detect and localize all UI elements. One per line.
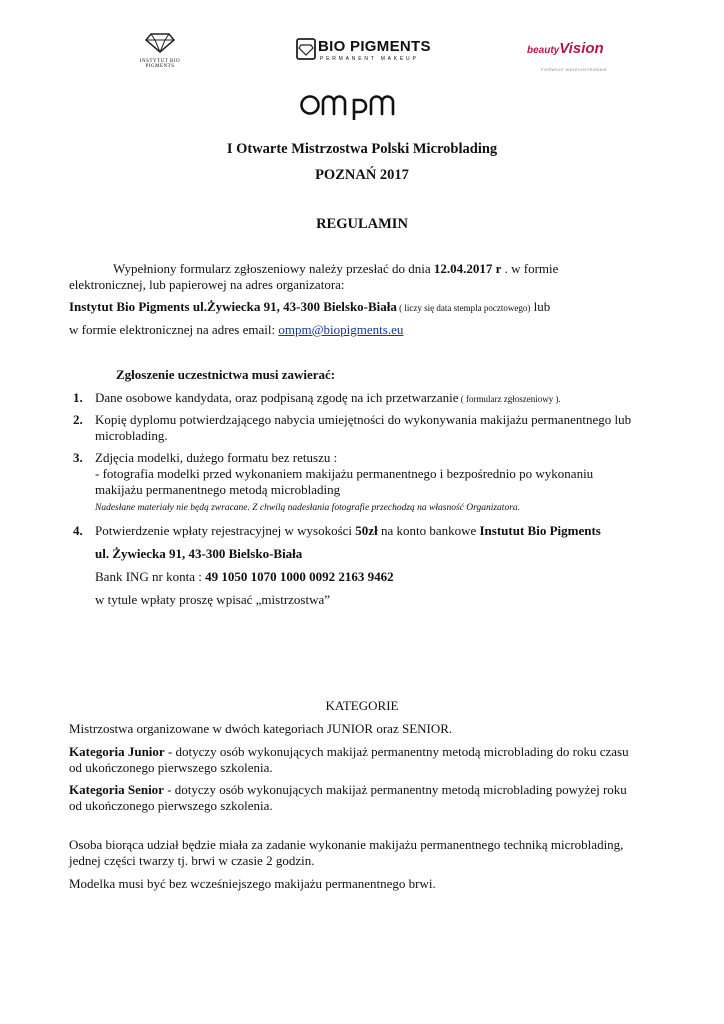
item-2-line-2: microblading. [95,428,168,443]
page-title: I Otwarte Mistrzostwa Polski Microblading [226,141,498,157]
fee-amount: 50zł [355,523,378,538]
beautyvision-logo [527,40,608,76]
categories-intro: Mistrzostwa organizowane w dwóch kategoriach JUNIOR oraz SENIOR. [69,721,453,736]
item-2-number: 2. [73,412,83,427]
page-subtitle: POZNAŃ 2017 [315,167,409,183]
senior-line-1: Kategoria Senior - dotyczy osób wykonujących makijaż permanentny metodą microblading powyżej roku [69,782,627,797]
regulamin-heading: REGULAMIN [316,216,408,232]
item-3-line-1: Zdjęcia modelki, dużego formatu bez retuszu : [95,450,338,465]
item-2-line-1: Kopię dyplomu potwierdzającego nabycia umiejętności do wykonywania makijażu permanentnego lub [95,412,632,427]
email-line: w formie elektronicznej na adres email: ompm@biopigments.eu [69,322,404,337]
categories-heading: KATEGORIE [325,698,399,713]
biopigments-emblem-icon [296,38,316,60]
item-4-number: 4. [73,523,83,538]
senior-label: Kategoria Senior [69,782,164,797]
beautyvision-logo-big: Vision [559,40,604,57]
beautyvision-logo-small: beauty [527,45,560,56]
item-1-number: 1. [73,390,83,405]
beautyvision-logo-subtitle: PIERWSZE WSZECHSTRONNIE [541,68,608,72]
bank-address: ul. Żywiecka 91, 43-300 Bielsko-Biała [95,546,303,561]
deadline-date: 12.04.2017 r [433,261,502,276]
item-3-note: Nadesłane materiały nie będą zwracane. Z chwilą nadesłania fotografie przechodzą na własność Organizatora. [95,503,521,513]
junior-line-2: od ukończonego pierwszego szkolenia. [69,760,273,775]
item-3-line-2: - fotografia modelki przed wykonaniem makijażu permanentnego i bezpośrednio po wykonaniu [95,466,594,481]
instytut-logo-text: INSTYTUT BIO PIGMENTS [139,59,181,69]
model-line: Modelka musi być bez wcześniejszego makijażu permanentnego brwi. [69,876,436,891]
task-line-2: jednej części twarzy tj. brwi w czasie 2 godzin. [69,853,315,868]
junior-label: Kategoria Junior [69,744,165,759]
task-line-1: Osoba biorąca udział będzie miała za zadanie wykonanie makijażu permanentnego techniką microblading, [69,837,624,852]
item-4-line-1: Potwierdzenie wpłaty rejestracyjnej w wysokości 50zł na konto bankowe Instutut Bio Pigments [95,523,601,538]
item-3-line-3: makijażu permanentnego metodą microblading [95,482,341,497]
item-3-number: 3. [73,450,83,465]
bank-account-number: 49 1050 1070 1000 0092 2163 9462 [205,569,394,584]
biopigments-logo-title: BIO PIGMENTS [318,38,431,55]
junior-line-1: Kategoria Junior - dotyczy osób wykonujących makijaż permanentny metodą microblading do roku czasu [69,744,629,759]
requirements-heading: Zgłoszenie uczestnictwa musi zawierać: [116,367,336,382]
biopigments-logo [296,38,431,66]
bank-recipient: Instutut Bio Pigments [479,523,601,538]
bank-account-line: Bank ING nr konta : 49 1050 1070 1000 0092 2163 9462 [95,569,394,584]
organizer-address: Instytut Bio Pigments ul.Żywiecka 91, 43-300 Bielsko-Biała ( liczy się data stempla pocztowego) lub [69,299,551,314]
senior-line-2: od ukończonego pierwszego szkolenia. [69,798,273,813]
item-1: Dane osobowe kandydata, oraz podpisaną zgodę na ich przetwarzanie ( formularz zgłoszeniowy ). [95,390,561,405]
diamond-icon [145,30,175,54]
transfer-title-line: w tytule wpłaty proszę wpisać „mistrzostwa” [95,592,331,607]
intro-line-2: elektronicznej, lub papierowej na adres organizatora: [69,277,345,292]
email-link[interactable]: ompm@biopigments.eu [278,322,404,337]
ompm-logo [290,90,410,120]
intro-line-1: Wypełniony formularz zgłoszeniowy należy przesłać do dnia 12.04.2017 r . w formie [113,261,559,276]
biopigments-logo-subtitle: PERMANENT MAKEUP [320,56,419,62]
instytut-logo [136,30,184,69]
